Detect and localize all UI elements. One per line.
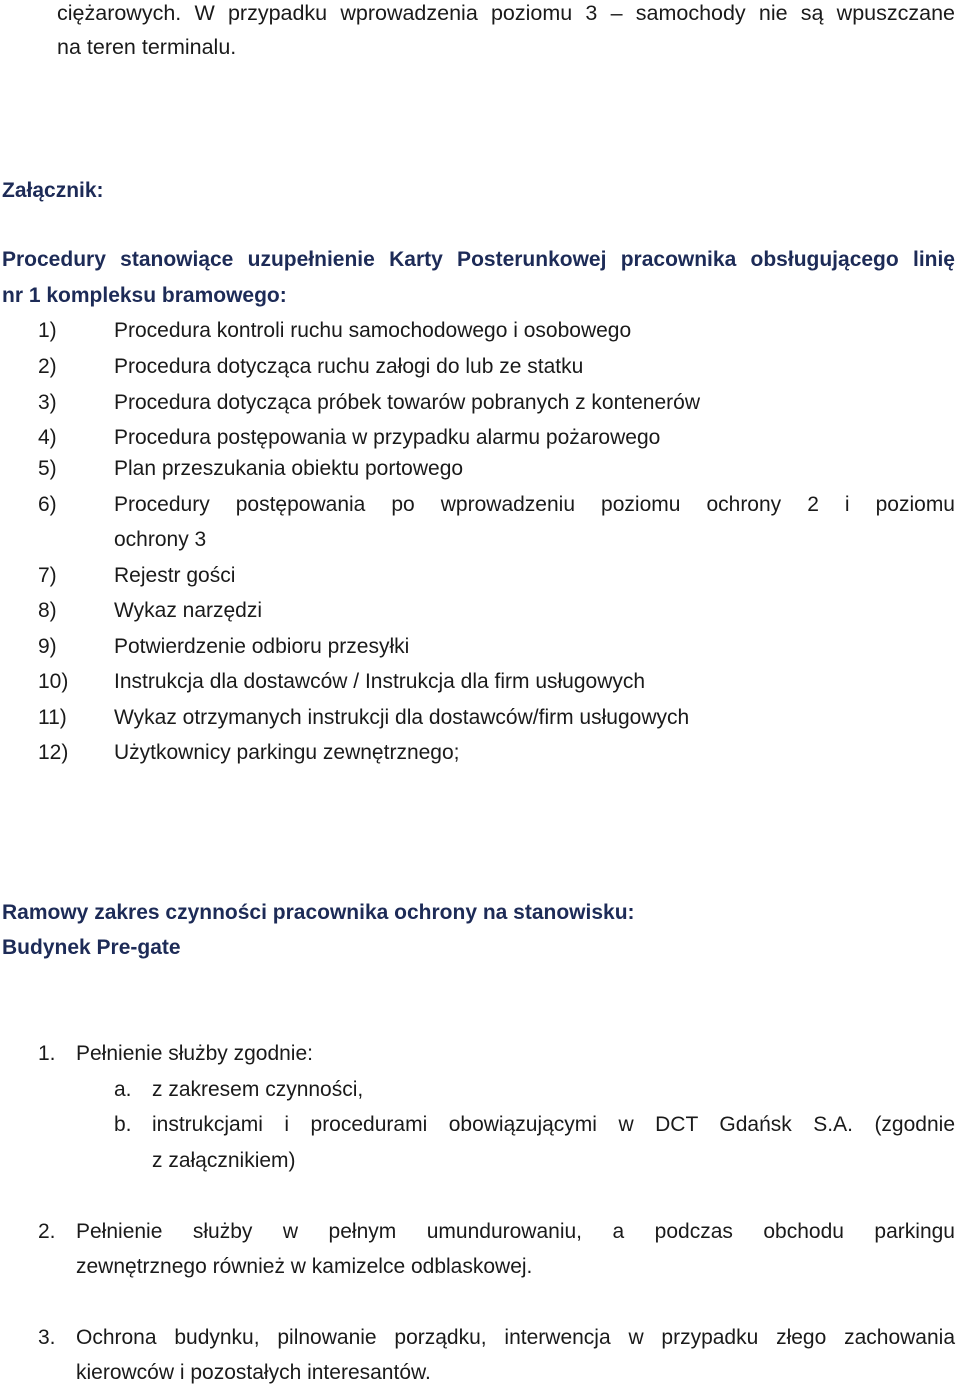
list-item-text: Wykaz narzędzi — [114, 599, 263, 622]
list-item-number: 4) — [38, 426, 57, 449]
list-item-number: 2) — [38, 355, 57, 378]
list-item-number: 12) — [38, 741, 69, 764]
sub-item-text-continued: z załącznikiem) — [152, 1149, 296, 1172]
list-item-text-continued: zewnętrznego również w kamizelce odblaskowej. — [76, 1255, 533, 1278]
scope-heading-line-2: Budynek Pre-gate — [2, 936, 181, 959]
intro-line-2: na teren terminalu. — [57, 35, 237, 59]
sub-item-text: instrukcjami i procedurami obowiązującymi w DCT Gdańsk S.A. (zgodnie — [152, 1113, 955, 1136]
list-item-text-continued: kierowców i pozostałych interesantów. — [76, 1361, 431, 1384]
list-item-text: Instrukcja dla dostawców / Instrukcja dla firm usługowych — [114, 670, 646, 693]
list-item-number: 6) — [38, 493, 57, 516]
sub-item-letter: a. — [114, 1078, 132, 1101]
list-item-text: Wykaz otrzymanych instrukcji dla dostawców/firm usługowych — [114, 706, 690, 729]
annex-heading: Załącznik: — [2, 179, 104, 202]
list-item-number: 10) — [38, 670, 69, 693]
sub-item-letter: b. — [114, 1113, 132, 1136]
list-item-text: Procedura postępowania w przypadku alarmu pożarowego — [114, 426, 661, 449]
scope-heading-line-1: Ramowy zakres czynności pracownika ochrony na stanowisku: — [2, 901, 635, 924]
list-item-text-continued: ochrony 3 — [114, 528, 207, 551]
list-item-text: Plan przeszukania obiektu portowego — [114, 457, 464, 480]
list-item-number: 5) — [38, 457, 57, 480]
sub-item-text: z zakresem czynności, — [152, 1078, 364, 1101]
list-item-number: 8) — [38, 599, 57, 622]
list-item-text: Pełnienie służby zgodnie: — [76, 1042, 313, 1065]
list-item-text: Ochrona budynku, pilnowanie porządku, interwencja w przypadku złego zachowania — [76, 1326, 955, 1349]
list-item-text: Procedura kontroli ruchu samochodowego i osobowego — [114, 319, 632, 342]
intro-line-1: ciężarowych. W przypadku wprowadzenia poziomu 3 – samochody nie są wpuszczane — [57, 1, 955, 25]
annex-title-line-2: nr 1 kompleksu bramowego: — [2, 284, 287, 307]
annex-title-line-1: Procedury stanowiące uzupełnienie Karty Posterunkowej pracownika obsługującego linię — [2, 248, 955, 271]
list-item-number: 11) — [38, 706, 67, 729]
list-item-text: Procedura dotycząca ruchu załogi do lub ze statku — [114, 355, 584, 378]
list-item-number: 3. — [38, 1326, 56, 1349]
list-item-number: 3) — [38, 391, 57, 414]
list-item-number: 1) — [38, 319, 57, 342]
list-item-number: 9) — [38, 635, 57, 658]
list-item-text: Potwierdzenie odbioru przesyłki — [114, 635, 410, 658]
list-item-text: Pełnienie służby w pełnym umundurowaniu, a podczas obchodu parkingu — [76, 1220, 955, 1243]
list-item-text: Procedury postępowania po wprowadzeniu poziomu ochrony 2 i poziomu — [114, 493, 955, 516]
list-item-number: 2. — [38, 1220, 56, 1243]
list-item-number: 1. — [38, 1042, 56, 1065]
list-item-text: Procedura dotycząca próbek towarów pobranych z kontenerów — [114, 391, 700, 414]
list-item-text: Rejestr gości — [114, 564, 236, 587]
list-item-number: 7) — [38, 564, 57, 587]
list-item-text: Użytkownicy parkingu zewnętrznego; — [114, 741, 460, 764]
